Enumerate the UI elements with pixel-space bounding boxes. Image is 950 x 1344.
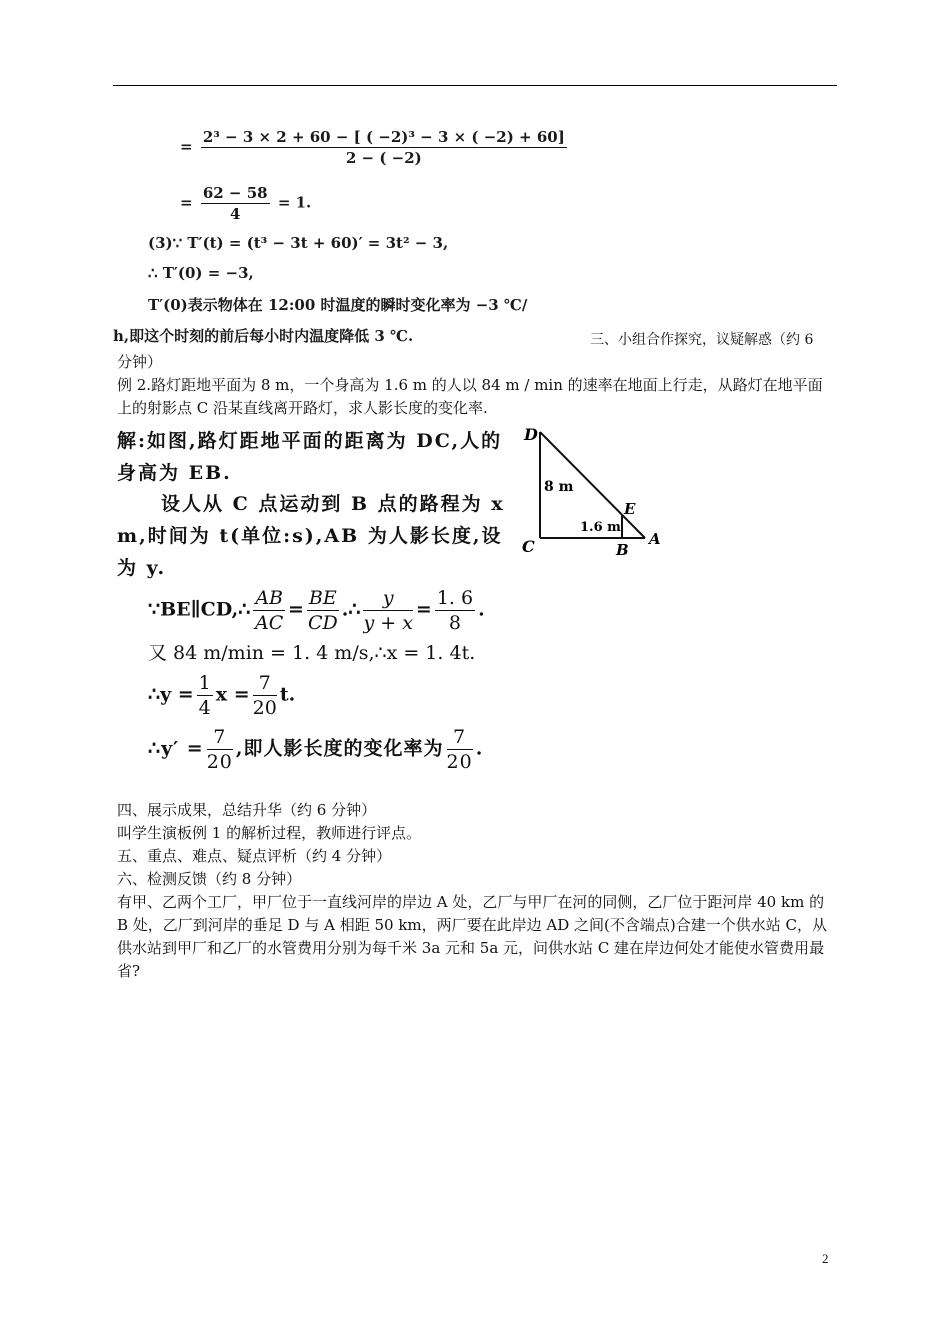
equation-line-2 bbox=[180, 184, 311, 223]
label-e: E bbox=[624, 500, 636, 518]
eq-text: . bbox=[478, 598, 485, 621]
eq-sign: = bbox=[180, 193, 193, 212]
numerator: 7 bbox=[207, 726, 233, 750]
denominator: 2 − ( −2) bbox=[345, 149, 422, 167]
eq-lead: ∴y = bbox=[148, 683, 194, 706]
section6-title: 六、检测反馈（约 8 分钟） bbox=[117, 870, 302, 888]
numerator: y bbox=[363, 587, 412, 611]
fraction bbox=[307, 587, 339, 634]
section4-body: 叫学生演板例 1 的解析过程，教师进行评点。 bbox=[117, 824, 422, 842]
numerator: 1. 6 bbox=[436, 587, 474, 609]
eq-lead: ∵BE∥CD,∴ bbox=[148, 598, 251, 621]
section3-title: 三、小组合作探究，议疑解惑（约 6 bbox=[590, 332, 814, 348]
numerator: 62 − 58 bbox=[202, 184, 268, 202]
eq-sign: = bbox=[288, 598, 304, 621]
equation-line-3: (3)∵ T′(t) = (t³ − 3t + 60)′ = 3t² − 3, bbox=[148, 234, 449, 252]
label-c: C bbox=[522, 537, 535, 556]
fraction bbox=[207, 726, 233, 773]
eq-text: . bbox=[475, 737, 484, 760]
numerator: 2³ − 3 × 2 + 60 − [ ( −2)³ − 3 × ( −2) + 60] bbox=[202, 128, 565, 146]
fraction bbox=[253, 672, 277, 719]
equation-tail: = 1. bbox=[277, 193, 312, 212]
label-b: B bbox=[616, 541, 629, 559]
denominator: y + x bbox=[363, 612, 413, 634]
denominator: 20 bbox=[252, 697, 277, 719]
section3-title-cont: 分钟） bbox=[117, 353, 163, 371]
fraction bbox=[197, 672, 213, 719]
example-2-text: 例 2.路灯距地平面为 8 m，一个身高为 1.6 m 的人以 84 m / min 的速率在地面上行走，从路灯在地平面上的射影点 C 沿某直线离开路灯，求人影长度的变化率. bbox=[117, 376, 823, 417]
equation-line-6: h,即这个时刻的前后每小时内温度降低 3 ℃. bbox=[113, 327, 414, 345]
person-height-label: 1.6 m bbox=[580, 520, 621, 535]
eq-text: t. bbox=[279, 683, 296, 706]
denominator: 4 bbox=[198, 697, 211, 719]
equation-line-4: ∴ T′(0) = −3, bbox=[148, 264, 254, 282]
numerator: BE bbox=[308, 587, 337, 609]
fraction bbox=[253, 587, 285, 634]
eq-lead: ∴y′ = bbox=[148, 737, 204, 760]
fraction bbox=[201, 128, 567, 167]
fraction bbox=[435, 587, 475, 634]
label-a: A bbox=[649, 530, 661, 548]
eq-sign: = bbox=[180, 137, 193, 156]
problem-text: 有甲、乙两个工厂，甲厂位于一直线河岸的岸边 A 处，乙厂与甲厂在河的同侧，乙厂位于距河岸 40 km 的 B 处，乙厂到河岸的垂足 D 与 A 相距 50 km，两厂要在此岸边 AD 之间(不含端点)合建一个供水站 C，从供水站到甲厂和乙厂的水管费用分别为每千米 3a 元和 5a 元，问供水站 C 建在岸边何处才能使水管费用最省? bbox=[117, 893, 828, 980]
denominator: 20 bbox=[206, 751, 233, 773]
header-rule bbox=[113, 85, 837, 86]
numerator: 7 bbox=[253, 672, 277, 696]
denominator: AC bbox=[255, 612, 284, 634]
solution-eq-3 bbox=[148, 672, 295, 719]
equation-line-1 bbox=[180, 128, 570, 167]
fraction bbox=[363, 587, 412, 634]
denominator: 4 bbox=[229, 205, 241, 223]
fraction bbox=[201, 184, 270, 223]
numerator: AB bbox=[255, 587, 283, 609]
body-block-2 bbox=[117, 799, 837, 983]
denominator: CD bbox=[307, 612, 338, 634]
eq-text: x = bbox=[215, 683, 250, 706]
section4-title: 四、展示成果，总结升华（约 6 分钟） bbox=[117, 801, 377, 819]
eq-sign: = bbox=[415, 598, 432, 621]
height-label: 8 m bbox=[544, 479, 574, 495]
numerator: 7 bbox=[447, 726, 473, 750]
page-number: 2 bbox=[822, 1251, 829, 1266]
body-block-1 bbox=[117, 351, 837, 420]
equation-line-5: T′(0)表示物体在 12:00 时温度的瞬时变化率为 −3 ℃/ bbox=[148, 296, 528, 314]
label-d: D bbox=[524, 425, 538, 444]
triangle-figure bbox=[518, 420, 668, 560]
denominator: 20 bbox=[446, 751, 473, 773]
numerator: 1 bbox=[198, 672, 211, 694]
fraction bbox=[447, 726, 473, 773]
eq-text: .∴ bbox=[341, 598, 361, 621]
solution-eq-4 bbox=[148, 726, 483, 773]
denominator: 8 bbox=[448, 612, 462, 634]
solution-para-1: 解:如图,路灯距地平面的距离为 DC,人的身高为 EB. bbox=[117, 430, 503, 484]
eq-text: ,即人影长度的变化率为 bbox=[235, 737, 444, 760]
section5-title: 五、重点、难点、疑点评析（约 4 分钟） bbox=[117, 847, 392, 865]
solution-eq-1 bbox=[148, 587, 485, 634]
solution-eq-2: 又 84 m/min = 1. 4 m/s,∴x = 1. 4t. bbox=[148, 642, 476, 664]
solution-para-2: 设人从 C 点运动到 B 点的路程为 x m,时间为 t(单位:s),AB 为人影长度,设为 y. bbox=[117, 493, 505, 579]
